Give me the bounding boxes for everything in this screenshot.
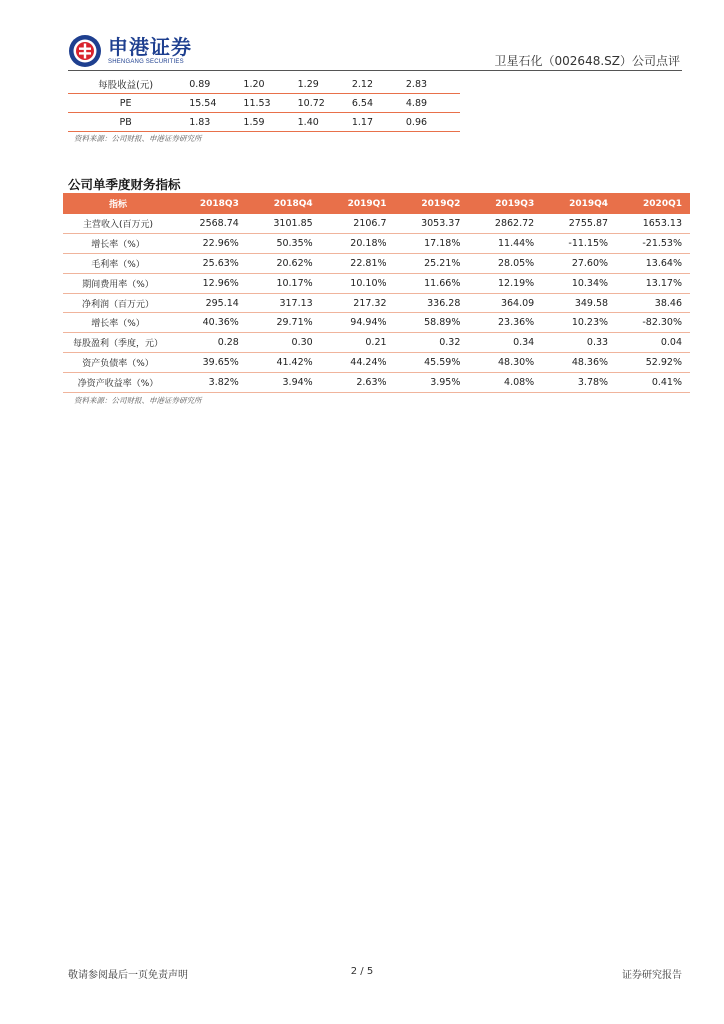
table-cell: 3.78% bbox=[542, 373, 616, 393]
table-row bbox=[63, 313, 690, 333]
row-label: 主营收入(百万元) bbox=[63, 214, 173, 233]
table-cell: 0.96 bbox=[406, 113, 460, 132]
table-cell: 2862.72 bbox=[468, 214, 542, 233]
logo-emblem-icon bbox=[68, 34, 102, 68]
quarterly-source-note: 资料来源：公司财报、申港证券研究所 bbox=[74, 396, 202, 405]
table-cell: 50.35% bbox=[247, 233, 321, 253]
table-cell: 2568.74 bbox=[173, 214, 247, 233]
table-cell: 10.34% bbox=[542, 273, 616, 293]
row-label: PE bbox=[68, 94, 183, 113]
quarterly-indicators-table bbox=[63, 193, 690, 393]
row-label: 期间费用率（%） bbox=[63, 273, 173, 293]
section-title: 公司单季度财务指标 bbox=[68, 177, 181, 192]
table-cell: 1.17 bbox=[352, 113, 406, 132]
table-cell: 10.72 bbox=[298, 94, 352, 113]
table-cell: 48.36% bbox=[542, 353, 616, 373]
table-cell: 336.28 bbox=[395, 293, 469, 313]
table-cell: 45.59% bbox=[395, 353, 469, 373]
table-cell: 295.14 bbox=[173, 293, 247, 313]
table-cell: 1.40 bbox=[298, 113, 352, 132]
table-row bbox=[63, 293, 690, 313]
table-row bbox=[63, 253, 690, 273]
table-cell: 3.95% bbox=[395, 373, 469, 393]
table-row bbox=[68, 113, 460, 132]
table-cell: 25.21% bbox=[395, 253, 469, 273]
table-cell: 3.94% bbox=[247, 373, 321, 393]
table-cell: 25.63% bbox=[173, 253, 247, 273]
table-cell: 1653.13 bbox=[616, 214, 690, 233]
table-cell: 0.04 bbox=[616, 333, 690, 353]
table-row bbox=[68, 94, 460, 113]
table-cell: 2.12 bbox=[352, 75, 406, 94]
table-cell: 4.89 bbox=[406, 94, 460, 113]
table-cell: 0.21 bbox=[321, 333, 395, 353]
table-row bbox=[63, 214, 690, 233]
table-cell: 52.92% bbox=[616, 353, 690, 373]
table-cell: 1.29 bbox=[298, 75, 352, 94]
table-cell: 12.19% bbox=[468, 273, 542, 293]
table-cell: 317.13 bbox=[247, 293, 321, 313]
column-header: 2019Q4 bbox=[542, 193, 616, 214]
table-cell: -21.53% bbox=[616, 233, 690, 253]
table-cell: 0.33 bbox=[542, 333, 616, 353]
column-header: 2019Q3 bbox=[468, 193, 542, 214]
table-cell: 58.89% bbox=[395, 313, 469, 333]
table-cell: 13.17% bbox=[616, 273, 690, 293]
table-cell: 38.46 bbox=[616, 293, 690, 313]
table-cell: 41.42% bbox=[247, 353, 321, 373]
table-cell: 20.62% bbox=[247, 253, 321, 273]
table-cell: 13.64% bbox=[616, 253, 690, 273]
table-cell: 2755.87 bbox=[542, 214, 616, 233]
table-cell: 48.30% bbox=[468, 353, 542, 373]
table-cell: 0.32 bbox=[395, 333, 469, 353]
column-header: 2020Q1 bbox=[616, 193, 690, 214]
table-cell: 10.10% bbox=[321, 273, 395, 293]
table-cell: 4.08% bbox=[468, 373, 542, 393]
table-cell: 44.24% bbox=[321, 353, 395, 373]
table-cell: 12.96% bbox=[173, 273, 247, 293]
table-cell: 27.60% bbox=[542, 253, 616, 273]
table-cell: 2106.7 bbox=[321, 214, 395, 233]
table-cell: 23.36% bbox=[468, 313, 542, 333]
logo-chinese-name: 申港证券 bbox=[108, 35, 192, 59]
table-row bbox=[63, 333, 690, 353]
table-cell: 22.81% bbox=[321, 253, 395, 273]
table-row bbox=[63, 233, 690, 253]
table-cell: 6.54 bbox=[352, 94, 406, 113]
column-header: 2018Q4 bbox=[247, 193, 321, 214]
table-row bbox=[63, 373, 690, 393]
table-cell: 0.41% bbox=[616, 373, 690, 393]
row-label: 增长率（%） bbox=[63, 233, 173, 253]
row-label: 每股收益(元) bbox=[68, 75, 183, 94]
header-divider bbox=[68, 70, 682, 71]
column-header: 2019Q1 bbox=[321, 193, 395, 214]
table-cell: 39.65% bbox=[173, 353, 247, 373]
table-cell: 28.05% bbox=[468, 253, 542, 273]
column-header: 2019Q2 bbox=[395, 193, 469, 214]
table-cell: 2.83 bbox=[406, 75, 460, 94]
table-cell: 1.83 bbox=[183, 113, 243, 132]
table-cell: 10.17% bbox=[247, 273, 321, 293]
table-cell: -82.30% bbox=[616, 313, 690, 333]
row-label: 每股盈利（季度，元） bbox=[63, 333, 173, 353]
table-cell: 0.34 bbox=[468, 333, 542, 353]
table-cell: 11.66% bbox=[395, 273, 469, 293]
table-row bbox=[68, 75, 460, 94]
row-label: 毛利率（%） bbox=[63, 253, 173, 273]
row-label: 净利润（百万元） bbox=[63, 293, 173, 313]
column-header: 2018Q3 bbox=[173, 193, 247, 214]
table-cell: 17.18% bbox=[395, 233, 469, 253]
logo-english-name: SHENGANG SECURITIES bbox=[108, 59, 184, 65]
table-cell: 0.89 bbox=[183, 75, 243, 94]
company-logo bbox=[68, 33, 192, 69]
table-cell: 94.94% bbox=[321, 313, 395, 333]
table-cell: 1.59 bbox=[243, 113, 297, 132]
valuation-source-note: 资料来源：公司财报、申港证券研究所 bbox=[74, 134, 202, 143]
row-label: PB bbox=[68, 113, 183, 132]
table-cell: 3.82% bbox=[173, 373, 247, 393]
table-cell: 11.44% bbox=[468, 233, 542, 253]
table-cell: 10.23% bbox=[542, 313, 616, 333]
table-cell: -11.15% bbox=[542, 233, 616, 253]
table-cell: 29.71% bbox=[247, 313, 321, 333]
table-cell: 349.58 bbox=[542, 293, 616, 313]
table-row bbox=[63, 353, 690, 373]
row-label: 净资产收益率（%） bbox=[63, 373, 173, 393]
table-cell: 364.09 bbox=[468, 293, 542, 313]
row-label: 增长率（%） bbox=[63, 313, 173, 333]
row-label: 资产负债率（%） bbox=[63, 353, 173, 373]
table-cell: 22.96% bbox=[173, 233, 247, 253]
table-cell: 15.54 bbox=[183, 94, 243, 113]
table-cell: 0.28 bbox=[173, 333, 247, 353]
table-cell: 3053.37 bbox=[395, 214, 469, 233]
page-number: 2 / 5 bbox=[350, 966, 374, 977]
table-cell: 40.36% bbox=[173, 313, 247, 333]
table-cell: 3101.85 bbox=[247, 214, 321, 233]
table-cell: 217.32 bbox=[321, 293, 395, 313]
table-cell: 11.53 bbox=[243, 94, 297, 113]
table-cell: 1.20 bbox=[243, 75, 297, 94]
table-row bbox=[63, 273, 690, 293]
column-header-indicator: 指标 bbox=[63, 193, 173, 214]
footer-report-type: 证券研究报告 bbox=[622, 970, 682, 981]
table-header-row bbox=[63, 193, 690, 214]
footer-disclaimer: 敬请参阅最后一页免责声明 bbox=[68, 970, 188, 981]
table-cell: 20.18% bbox=[321, 233, 395, 253]
table-cell: 0.30 bbox=[247, 333, 321, 353]
valuation-table bbox=[68, 75, 460, 132]
table-cell: 2.63% bbox=[321, 373, 395, 393]
report-title: 卫星石化（002648.SZ）公司点评 bbox=[494, 54, 680, 68]
